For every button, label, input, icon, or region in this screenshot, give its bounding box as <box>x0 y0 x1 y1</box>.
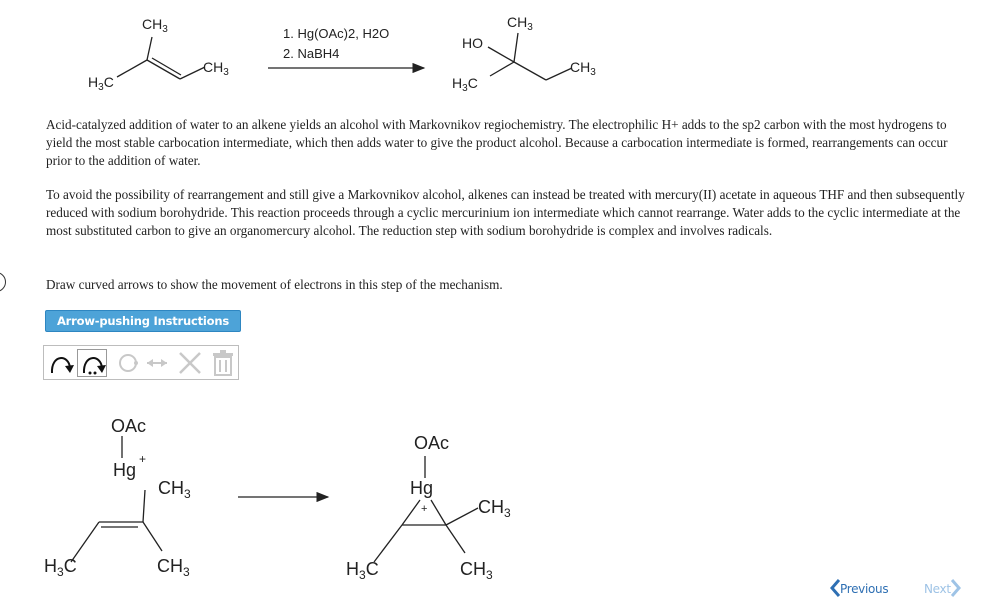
product-alcohol <box>488 33 572 80</box>
mech-right-ch3-lower: $CH_3$ <box>460 559 493 582</box>
mech-right-plus: + <box>421 503 428 515</box>
reactant-alkene <box>117 37 205 79</box>
instruction-text: Draw curved arrows to show the movement of electrons in this step of the mechanism. <box>46 277 503 292</box>
product-ch3-top: $CH_3$ <box>507 14 533 33</box>
paragraph-acid-catalyzed: Acid-catalyzed addition of water to an alkene yields an alcohol with Markovnikov regiochemistry. The electrophilic H+ adds to the sp2 carbon with the most hydrogens to yield the most stable carbocation intermediate, which then adds water to give the product alcohol. Because a carbocation intermediate is formed, rearrangements can occur prior to the addition of water. <box>46 117 948 168</box>
condition-step2: 2. NaBH4 <box>283 46 340 61</box>
next-label: Next <box>924 582 951 596</box>
mech-left-plus: + <box>139 452 147 466</box>
mech-right-ch3-upper: $CH_3$ <box>478 497 511 520</box>
mechanism-toolbar <box>43 345 239 380</box>
mech-left-oac: OAc <box>111 416 147 436</box>
mech-right-hg: Hg <box>410 478 434 498</box>
next-button[interactable] <box>924 578 961 598</box>
trash-icon[interactable] <box>210 349 236 377</box>
resonance-arrow-icon[interactable] <box>144 349 170 377</box>
previous-label: Previous <box>840 582 889 596</box>
mech-left-hg: Hg <box>113 460 137 480</box>
mechanism-left-bonds <box>71 436 162 562</box>
mech-left-ch3-lower: $CH_3$ <box>157 556 190 579</box>
chevron-right-icon <box>951 578 961 598</box>
reactant-ch3-top: $CH_3$ <box>142 16 168 35</box>
reactant-ch3-right: $CH_3$ <box>203 59 229 78</box>
previous-button[interactable] <box>830 578 888 598</box>
product-h3c: $H_3C$ <box>452 75 478 94</box>
arrow-pushing-instructions-button[interactable]: Arrow-pushing Instructions <box>45 310 241 332</box>
curved-arrow-single-electron-icon[interactable] <box>77 349 107 377</box>
product-ho: HO <box>462 35 483 51</box>
product-ch3-right: $CH_3$ <box>570 59 596 78</box>
curved-arrow-two-electron-icon[interactable] <box>47 349 75 377</box>
mech-right-h3c: $H_3C$ <box>346 559 379 582</box>
lone-pair-icon[interactable] <box>114 349 144 377</box>
reactant-h3c: $H_3C$ <box>88 74 114 93</box>
delete-icon[interactable] <box>176 349 204 377</box>
chevron-left-icon <box>830 578 840 598</box>
condition-step1: 1. Hg(OAc)2, H2O <box>283 26 390 41</box>
mech-left-h3c: $H_3C$ <box>44 556 77 579</box>
mech-right-oac: OAc <box>414 433 450 453</box>
paragraph-oxymercuration: To avoid the possibility of rearrangement and still give a Markovnikov alcohol, alkenes can instead be treated with mercury(II) acetate in aqueous THF and then subsequently reduced with sodium borohydride. This reaction proceeds through a cyclic mercurinium ion intermediate which cannot rearrange. Water adds to the cyclic intermediate at the most substituted carbon to give an organomercury alcohol. The reduction step with sodium borohydride is complex and involves radicals. <box>46 187 965 238</box>
mech-left-ch3-upper: $CH_3$ <box>158 478 191 501</box>
